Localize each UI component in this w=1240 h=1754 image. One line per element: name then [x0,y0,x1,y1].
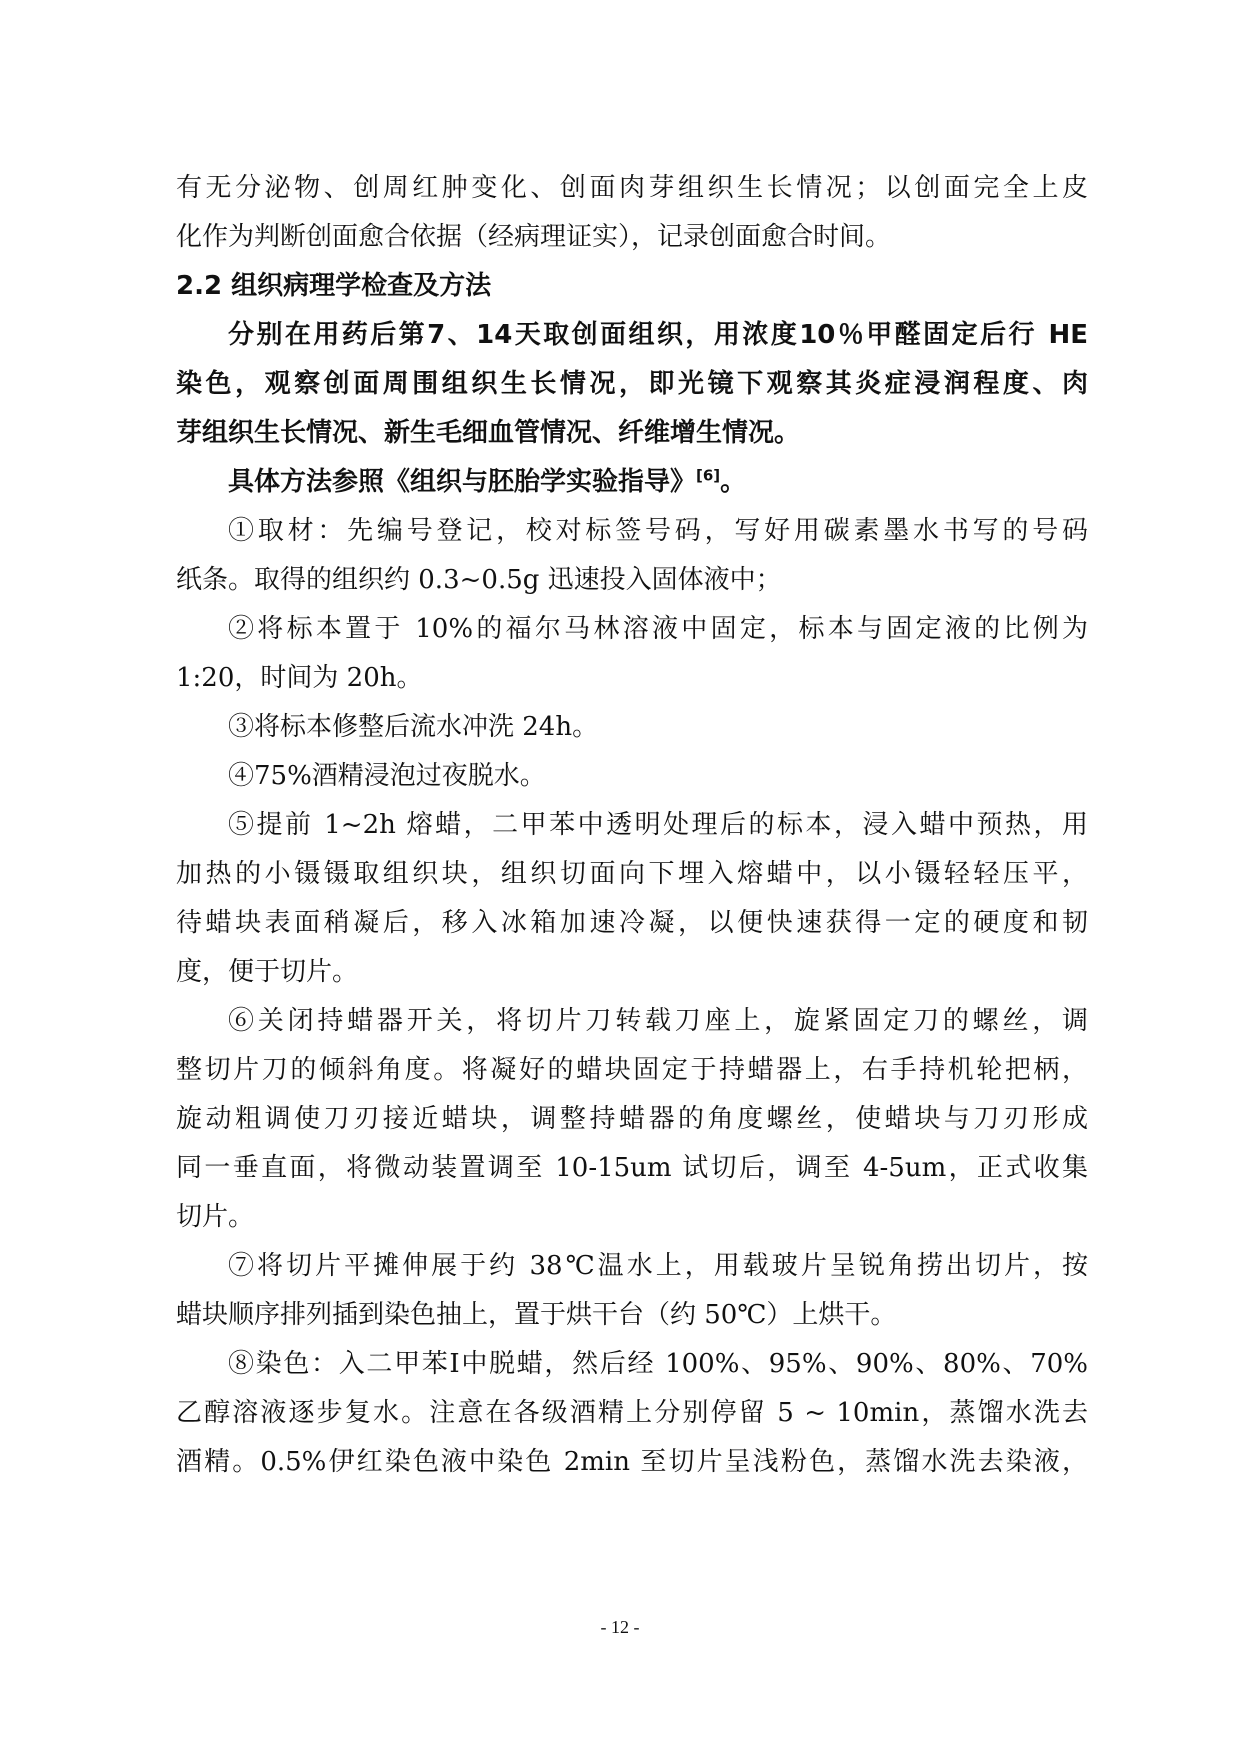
reference-end: 。 [720,467,747,497]
citation-marker: [6] [696,466,721,485]
step-8-line: 酒精。0.5%伊红染色液中染色 2min 至切片呈浅粉色，蒸馏水洗去染液， [176,1447,1088,1477]
step-1-line: 纸条。取得的组织约 0.3~0.5g 迅速投入固体液中； [176,565,782,595]
step-6-line: 同一垂直面，将微动装置调至 10-15um 试切后，调至 4-5um，正式收集 [176,1153,1088,1183]
step-5-line: 加热的小镊镊取组织块，组织切面向下埋入熔蜡中，以小镊轻轻压平， [176,859,1088,889]
paragraph-line: 分别在用药后第7、14天取创面组织，用浓度10％甲醛固定后行 HE [228,320,1088,350]
step-2-line: 1:20，时间为 20h。 [176,663,423,693]
paragraph-line: 芽组织生长情况、新生毛细血管情况、纤维增生情况。 [176,418,801,448]
paragraph-line: 化作为判断创面愈合依据（经病理证实），记录创面愈合时间。 [176,222,892,252]
step-5-line: 度，便于切片。 [176,957,359,987]
step-8-line: ⑧染色：入二甲苯Ⅰ中脱蜡，然后经 100%、95%、90%、80%、70% [228,1349,1088,1379]
step-8-line: 乙醇溶液逐步复水。注意在各级酒精上分别停留 5 ~ 10min，蒸馏水洗去 [176,1398,1088,1428]
paragraph-line: 染色，观察创面周围组织生长情况，即光镜下观察其炎症浸润程度、肉 [176,369,1088,399]
step-6-line: ⑥关闭持蜡器开关，将切片刀转载刀座上，旋紧固定刀的螺丝，调 [228,1006,1088,1036]
step-7-line: ⑦将切片平摊伸展于约 38℃温水上，用载玻片呈锐角捞出切片，按 [228,1251,1088,1281]
step-1-line: ①取材：先编号登记，校对标签号码，写好用碳素墨水书写的号码 [228,516,1088,546]
step-3-line: ③将标本修整后流水冲洗 24h。 [228,712,599,742]
section-heading: 2.2 组织病理学检查及方法 [176,271,492,301]
step-2-line: ②将标本置于 10%的福尔马林溶液中固定，标本与固定液的比例为 [228,614,1088,644]
step-5-line: 待蜡块表面稍凝后，移入冰箱加速冷凝，以便快速获得一定的硬度和韧 [176,908,1088,938]
reference-line [228,465,1088,499]
step-6-line: 切片。 [176,1202,255,1232]
paragraph-line: 有无分泌物、创周红肿变化、创面肉芽组织生长情况；以创面完全上皮 [176,173,1088,203]
step-5-line: ⑤提前 1~2h 熔蜡，二甲苯中透明处理后的标本，浸入蜡中预热，用 [228,810,1088,840]
step-4-line: ④75%酒精浸泡过夜脱水。 [228,761,546,791]
step-6-line: 整切片刀的倾斜角度。将凝好的蜡块固定于持蜡器上，右手持机轮把柄， [176,1055,1088,1085]
step-6-line: 旋动粗调使刀刃接近蜡块，调整持蜡器的角度螺丝，使蜡块与刀刃形成 [176,1104,1088,1134]
reference-text: 具体方法参照《组织与胚胎学实验指导》 [228,467,697,497]
step-7-line: 蜡块顺序排列插到染色抽上，置于烘干台（约 50℃）上烘干。 [176,1300,897,1330]
page-number: - 12 - [600,1617,640,1637]
